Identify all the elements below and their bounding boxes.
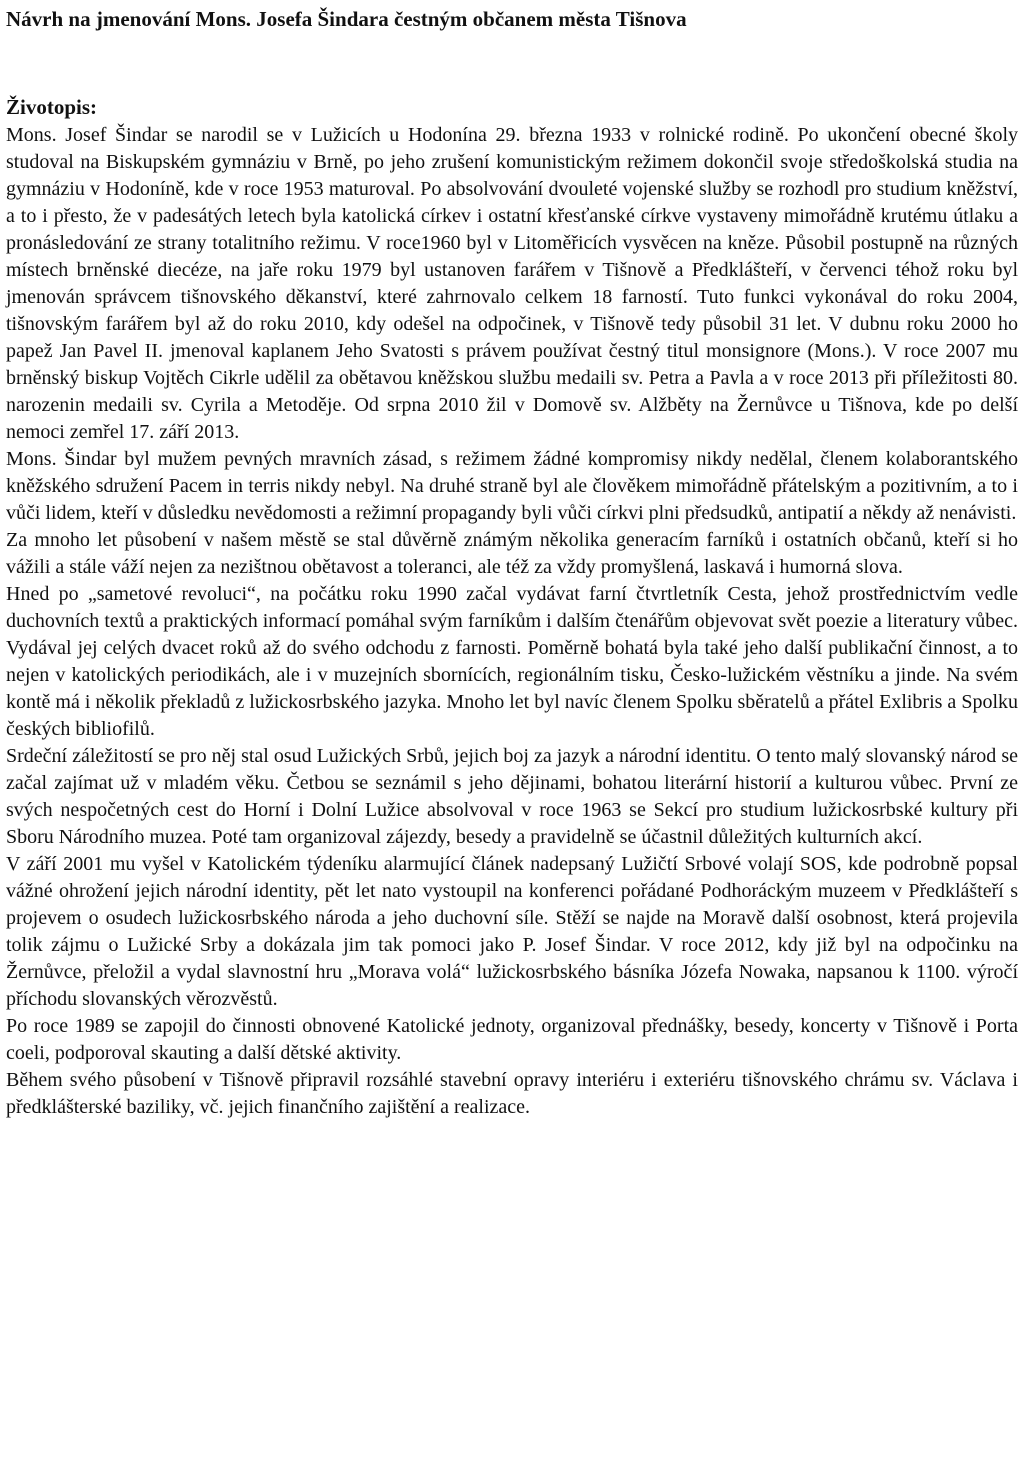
paragraph-biography: Mons. Josef Šindar se narodil se v Lužicích u Hodonína 29. března 1933 v rolnické rodině. Po ukončení obecné školy studoval na Biskupském gymnáziu v Brně, po jeho zrušení komunistickým režimem dokončil svoje středoškolská studia na gymnáziu v Hodoníně, kde v roce 1953 maturoval. Po absolvování dvouleté vojenské služby se rozhodl pro studium kněžství, a to i přesto, že v padesátých letech byla katolická církev i ostatní křesťanské církve vystaveny mimořádně krutému útlaku a pronásledování ze strany totalitního režimu. V roce1960 byl v Litoměřicích vysvěcen na kněze. Působil postupně na různých místech brněnské diecéze, na jaře roku 1979 byl ustanoven farářem v Tišnově a Předklášteří, v červenci téhož roku byl jmenován správcem tišnovského děkanství, které zahrnovalo celkem 18 farností. Tuto funkci vykonával do roku 2004, tišnovským farářem byl až do roku 2010, kdy odešel na odpočinek, v Tišnově tedy působil 31 let. V dubnu roku 2000 ho papež Jan Pavel II. jmenoval kaplanem Jeho Svatosti s právem používat čestný titul monsignore (Mons.). V roce 2007 mu brněnský biskup Vojtěch Cikrle udělil za obětavou kněžskou službu medaili sv. Petra a Pavla a v roce 2013 při příležitosti 80. narozenin medaili sv. Cyrila a Metoděje. Od srpna 2010 žil v Domově sv. Alžběty na Žernůvce u Tišnova, kde po delší nemoci zemřel 17. září 2013. [6, 124, 1018, 443]
paragraph-church-repairs: Během svého působení v Tišnově připravil rozsáhlé stavební opravy interiéru i exteriéru tišnovského chrámu sv. Václava i předklášterské baziliky, vč. jejich finančního zajištění a realizace. [6, 1069, 1018, 1118]
paragraph-character: Mons. Šindar byl mužem pevných mravních zásad, s režimem žádné kompromisy nikdy nedělal, členem kolaborantského kněžského sdružení Pacem in terris nikdy nebyl. Na druhé straně byl ale člověkem mimořádně přátelským a pozitivním, a to i vůči lidem, kteří v důsledku nevědomosti a režimní propagandy byli vůči církvi plni předsudků, antipatií a někdy až nenávisti. [6, 448, 1018, 524]
paragraph-catholic-union: Po roce 1989 se zapojil do činnosti obnovené Katolické jednoty, organizoval přednášky, besedy, koncerty v Tišnově i Porta coeli, podporoval skauting a další dětské aktivity. [6, 1015, 1018, 1064]
section-heading-biography: Životopis: [6, 95, 98, 119]
document-body [6, 122, 1018, 1121]
paragraph-publishing: Hned po „sametové revoluci“, na počátku roku 1990 začal vydávat farní čtvrtletník Cesta, jehož prostřednictvím vedle duchovních textů a praktických informací pomáhal svým farníkům i dalším čtenářům objevovat svět poezie a literatury vůbec. Vydával jej celých dvacet roků až do svého odchodu z farnosti. Poměrně bohatá byla také jeho další publikační činnost, a to nejen v katolických periodikách, ale i v muzejních sbornících, regionálním tisku, Česko-lužickém věstníku a jinde. Na svém kontě má i několik překladů z lužickosrbského jazyka. Mnoho let byl navíc členem Spolku sběratelů a přátel Exlibris a Spolku českých bibliofilů. [6, 583, 1018, 740]
document-title: Návrh na jmenování Mons. Josefa Šindara čestným občanem města Tišnova [6, 7, 687, 31]
paragraph-lusatian-interest: Srdeční záležitostí se pro něj stal osud Lužických Srbů, jejich boj za jazyk a národní identitu. O tento malý slovanský národ se začal zajímat už v mladém věku. Četbou se seznámil s jeho dějinami, bohatou literární historií a kulturou vůbec. První ze svých nespočetných cest do Horní i Dolní Lužice absolvoval v roce 1963 se Sekcí pro studium lužickosrbské kultury při Sboru Národního muzea. Poté tam organizoval zájezdy, besedy a pravidelně se účastnil důležitých kulturních akcí. [6, 745, 1018, 848]
paragraph-lusatian-advocacy: V září 2001 mu vyšel v Katolickém týdeníku alarmující článek nadepsaný Lužičtí Srbové volají SOS, kde podrobně popsal vážné ohrožení jejich národní identity, pět let nato vystoupil na konferenci pořádané Podhoráckým muzeem v Předklášteří s projevem o osudech lužickosrbského národa a jeho duchovní síle. Stěží se najde na Moravě další osobnost, která projevila tolik zájmu o Lužické Srby a dokázala jim tak pomoci jako P. Josef Šindar. V roce 2012, kdy již byl na odpočinku na Žernůvce, přeložil a vydal slavnostní hru „Morava volá“ lužickosrbského básníka Józefa Nowaka, napsanou k 1100. výročí příchodu slovanských věrozvěstů. [6, 853, 1018, 1010]
paragraph-community: Za mnoho let působení v našem městě se stal důvěrně známým několika generacím farníků i ostatních občanů, kteří si ho vážili a stále váží nejen za nezištnou obětavost a toleranci, ale též za vždy promyšlená, laskavá i humorná slova. [6, 529, 1018, 578]
